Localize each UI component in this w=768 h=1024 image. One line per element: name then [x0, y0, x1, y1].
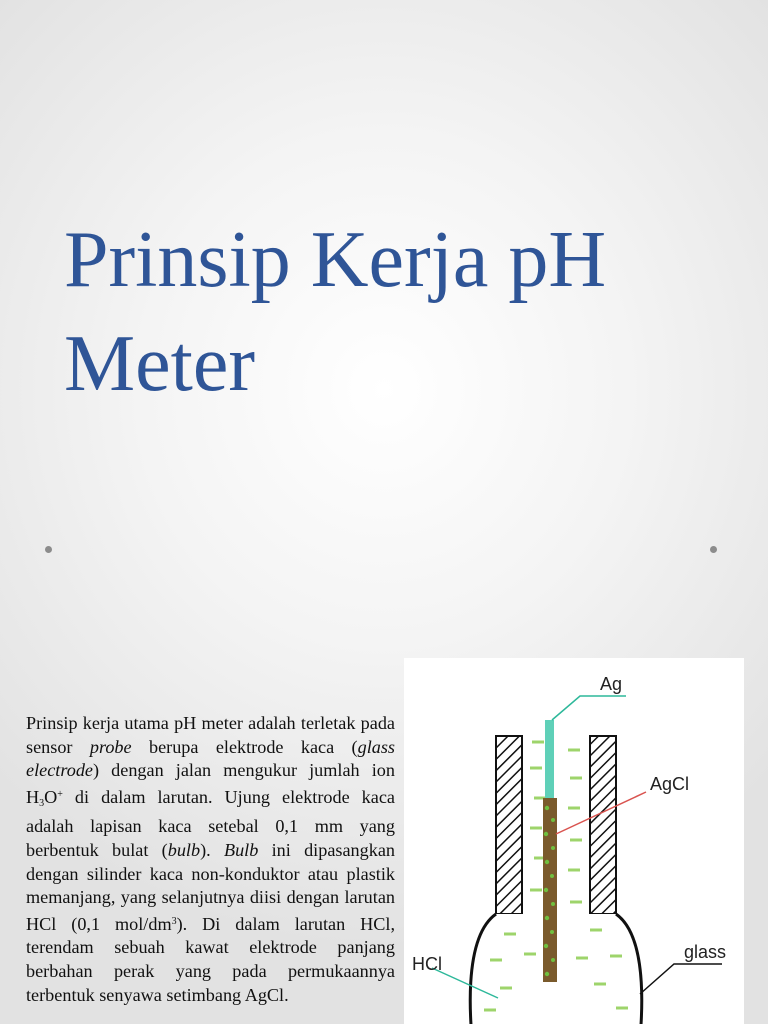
text-run: O	[44, 786, 58, 807]
glass-pointer-line	[640, 964, 722, 994]
text-run: berupa elektrode kaca (	[131, 736, 358, 757]
superscript-plus: +	[57, 788, 63, 800]
tube-wall-left	[496, 736, 522, 914]
text-run: di dalam larutan. Ujung elektrode kaca adalah lapisan kaca setebal 0,1 mm yang berbentuk bulat (	[26, 786, 395, 860]
label-agcl: AgCl	[650, 774, 690, 794]
text-italic-probe: probe	[89, 736, 132, 757]
label-ag: Ag	[600, 674, 623, 694]
text-run: ini dipasangkan dengan silinder kaca non-konduktor atau plastik memanjang, yang selanjutnya diisi dengan larutan HCl (0,1 mol/dm	[26, 839, 395, 934]
text-italic-bulb-2: Bulb	[223, 839, 259, 860]
tube-wall-right	[590, 736, 616, 914]
silver-wire	[545, 720, 554, 800]
superscript-3: 3	[171, 915, 177, 927]
slide-title: Prinsip Kerja pH Meter	[64, 216, 607, 408]
text-run: ). Di dalam larutan HCl, terendam sebuah kawat elektrode panjang berbahan perak yang pada permukaannya terbentuk senyawa setimbang AgCl.	[26, 913, 396, 1005]
text-italic-glass-electrode: glass electrode	[26, 736, 395, 781]
text-run: Prinsip kerja utama pH meter adalah terletak pada sensor	[26, 713, 395, 757]
ag-pointer-line	[552, 696, 626, 720]
electrode-illustration	[404, 658, 744, 1024]
body-paragraph	[26, 712, 395, 1007]
text-run: ).	[200, 839, 224, 860]
text-italic-bulb: bulb	[167, 839, 201, 860]
label-glass: glass	[684, 942, 727, 962]
ph-electrode-diagram	[404, 658, 744, 1024]
text-run: ) dengan jalan mengukur jumlah ion H	[26, 760, 395, 807]
subscript-3: 3	[39, 797, 45, 809]
bullet-dot-left	[45, 546, 52, 553]
bullet-dot-right	[710, 546, 717, 553]
label-hcl: HCl	[412, 954, 442, 974]
